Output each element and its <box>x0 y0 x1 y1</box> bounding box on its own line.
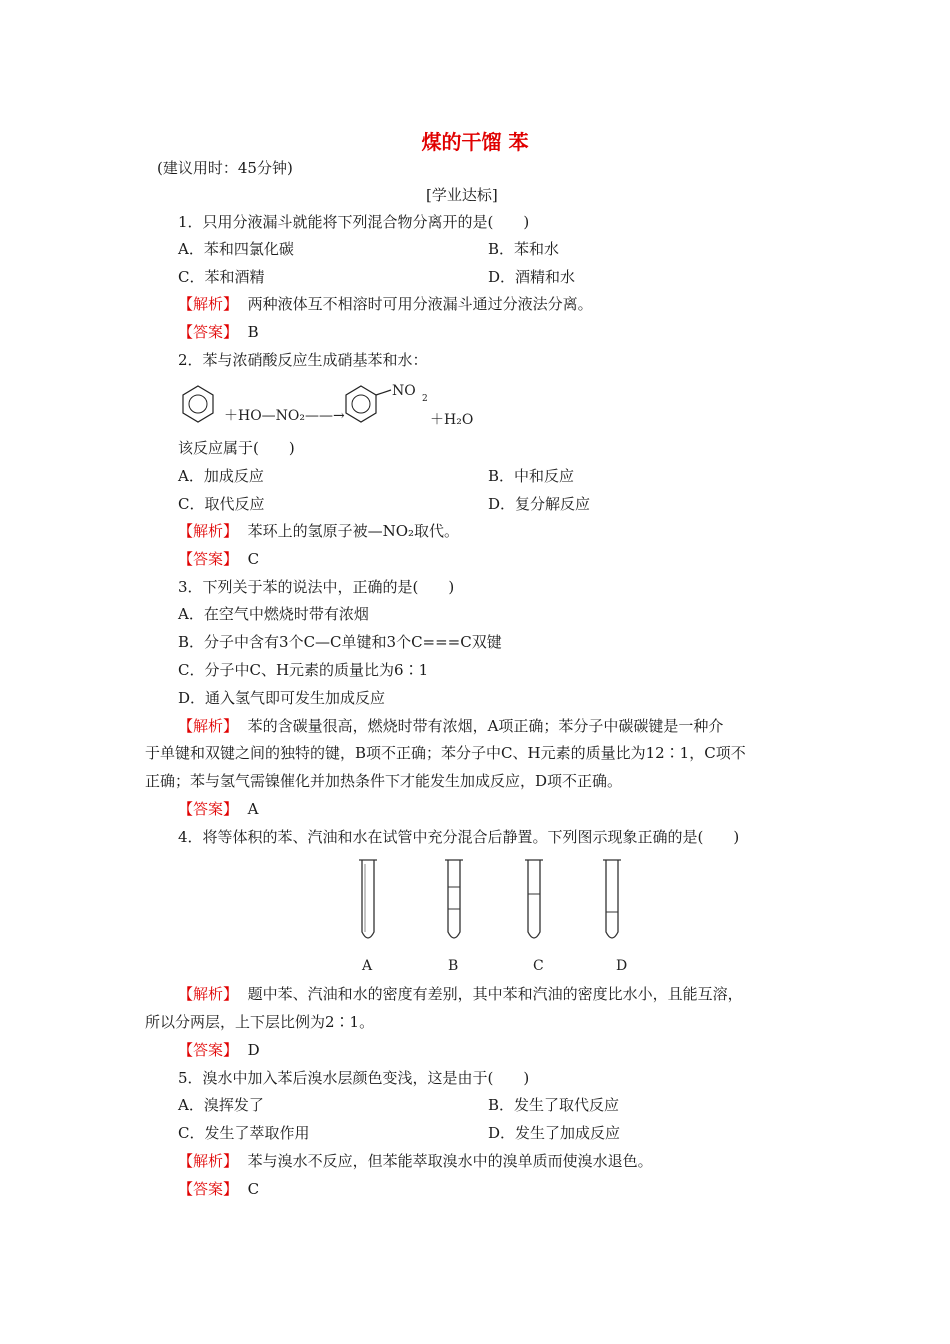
q5-option-c: C．发生了萃取作用 <box>178 1124 310 1142</box>
q1-answer <box>178 321 259 342</box>
test-tube-d-icon <box>603 860 621 938</box>
q5-analysis-text: 苯与溴水不反应，但苯能萃取溴水中的溴单质而使溴水退色。 <box>247 1152 653 1170</box>
analysis-label: 【解析】 <box>178 717 239 735</box>
analysis-label: 【解析】 <box>178 522 239 540</box>
q4-analysis-line1 <box>178 983 743 1004</box>
q2-stem2: 该反应属于( ) <box>178 439 295 457</box>
q5-option-d: D．发生了加成反应 <box>488 1124 621 1142</box>
test-tube-a-icon <box>359 860 377 938</box>
q1-option-b: B．苯和水 <box>488 240 560 258</box>
q3-answer-value: A <box>247 800 259 818</box>
q4-stem: 4．将等体积的苯、汽油和水在试管中充分混合后静置。下列图示现象正确的是( ) <box>178 828 740 846</box>
answer-label: 【答案】 <box>178 800 239 818</box>
answer-label: 【答案】 <box>178 550 239 568</box>
answer-label: 【答案】 <box>178 1180 239 1198</box>
q2-option-d: D．复分解反应 <box>488 495 591 513</box>
analysis-label: 【解析】 <box>178 1152 239 1170</box>
q5-option-b: B．发生了取代反应 <box>488 1096 620 1114</box>
q1-option-a: A．苯和四氯化碳 <box>178 240 294 258</box>
q1-option-c: C．苯和酒精 <box>178 268 265 286</box>
q3-analysis-line2: 于单键和双键之间的独特的键，B项不正确；苯分子中C、H元素的质量比为12∶1，C项不 <box>145 744 746 762</box>
section-heading: [学业达标] <box>426 186 498 204</box>
q2-option-c: C．取代反应 <box>178 495 265 513</box>
nitrobenzene-ring-icon <box>346 386 391 422</box>
eq-product-group: NO <box>392 383 416 399</box>
q2-option-b: B．中和反应 <box>488 467 575 485</box>
test-tube-c-icon <box>525 860 543 938</box>
tube-label-a: A <box>362 958 373 974</box>
tube-label-b: B <box>448 958 459 974</box>
time-note: (建议用时：45分钟) <box>157 159 293 177</box>
nitration-equation <box>170 376 490 432</box>
q3-option-c: C．分子中C、H元素的质量比为6∶1 <box>178 661 429 679</box>
q3-option-d: D．通入氢气即可发生加成反应 <box>178 689 386 707</box>
test-tubes-diagram <box>330 854 660 978</box>
tube-label-d: D <box>616 958 628 974</box>
page-title: 煤的干馏 苯 <box>421 130 529 154</box>
q4-answer <box>178 1039 260 1060</box>
q4-analysis-line2: 所以分两层，上下层比例为2∶1。 <box>145 1013 375 1031</box>
reaction-diagram <box>170 376 490 432</box>
q2-answer <box>178 548 259 569</box>
q4-answer-value: D <box>247 1041 260 1059</box>
q1-answer-value: B <box>247 323 259 341</box>
eq-product-subscript: 2 <box>422 394 428 404</box>
tube-label-c: C <box>533 958 544 974</box>
q3-option-b: B．分子中含有3个C—C单键和3个C===C双键 <box>178 633 502 651</box>
q3-option-a: A．在空气中燃烧时带有浓烟 <box>178 605 369 623</box>
q2-analysis <box>178 520 459 541</box>
q1-option-d: D．酒精和水 <box>488 268 576 286</box>
q3-answer <box>178 798 258 819</box>
q5-answer-value: C <box>247 1180 260 1198</box>
eq-reagent: ＋HO—NO₂——→ <box>224 408 345 424</box>
eq-water: ＋H₂O <box>430 412 474 428</box>
q1-stem: 1．只用分液漏斗就能将下列混合物分离开的是( ) <box>178 213 530 231</box>
q2-stem: 2．苯与浓硝酸反应生成硝基苯和水： <box>178 351 428 369</box>
analysis-label: 【解析】 <box>178 985 239 1003</box>
q2-option-a: A．加成反应 <box>178 467 264 485</box>
q3-analysis-line1 <box>178 715 723 736</box>
test-tube-figure <box>330 854 660 978</box>
q2-analysis-text: 苯环上的氢原子被—NO₂取代。 <box>247 522 459 540</box>
analysis-label: 【解析】 <box>178 295 239 313</box>
answer-label: 【答案】 <box>178 1041 239 1059</box>
q3-analysis-line3: 正确；苯与氢气需镍催化并加热条件下才能发生加成反应，D项不正确。 <box>145 772 623 790</box>
q3-analysis-text1: 苯的含碳量很高，燃烧时带有浓烟，A项正确；苯分子中碳碳键是一种介 <box>247 717 724 735</box>
q5-answer <box>178 1178 259 1199</box>
q2-answer-value: C <box>247 550 260 568</box>
q1-analysis-text: 两种液体互不相溶时可用分液漏斗通过分液法分离。 <box>247 295 593 313</box>
test-tube-b-icon <box>445 860 463 938</box>
answer-label: 【答案】 <box>178 323 239 341</box>
q5-option-a: A．溴挥发了 <box>178 1096 264 1114</box>
q1-analysis <box>178 293 593 314</box>
q4-analysis-text1: 题中苯、汽油和水的密度有差别，其中苯和汽油的密度比水小，且能互溶， <box>247 985 743 1003</box>
q3-stem: 3．下列关于苯的说法中，正确的是( ) <box>178 578 455 596</box>
benzene-ring-icon <box>183 386 213 422</box>
q5-stem: 5．溴水中加入苯后溴水层颜色变浅，这是由于( ) <box>178 1069 530 1087</box>
q5-analysis <box>178 1150 653 1171</box>
